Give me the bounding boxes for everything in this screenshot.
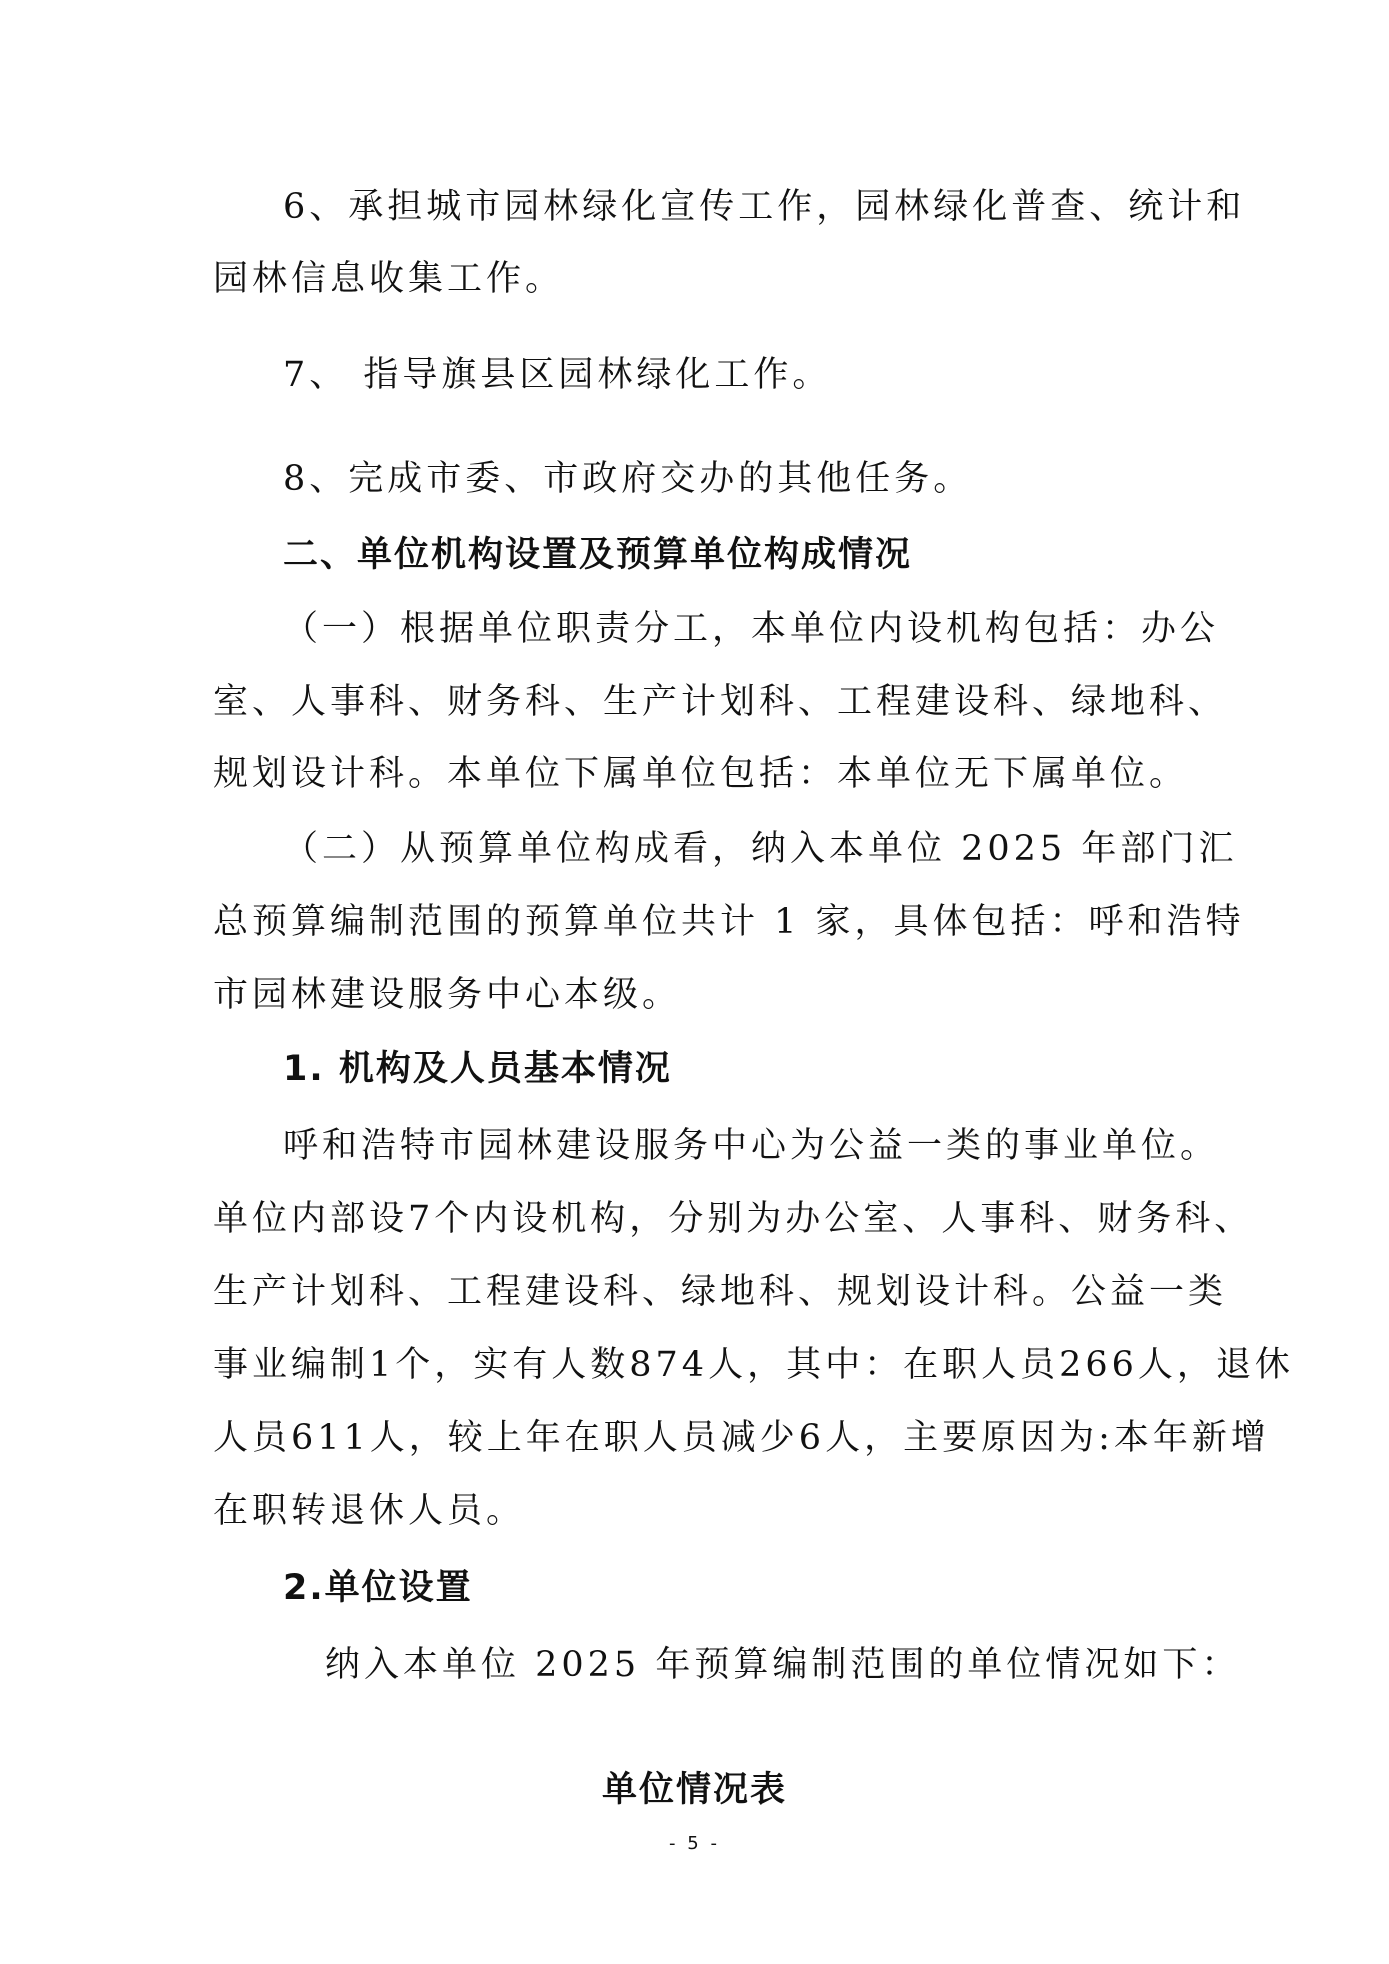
table-title: 单位情况表: [601, 1770, 787, 1810]
paragraph-line: 事业编制1个，实有人数874人，其中：在职人员266人，退休: [213, 1345, 1294, 1385]
paragraph-line: 室、人事科、财务科、生产计划科、工程建设科、绿地科、: [213, 682, 1228, 722]
paragraph-line: 人员611人，较上年在职人员减少6人，主要原因为:本年新增: [213, 1418, 1270, 1458]
paragraph-line: 生产计划科、工程建设科、绿地科、规划设计科。公益一类: [213, 1272, 1228, 1312]
paragraph-line: 6、承担城市园林绿化宣传工作，园林绿化普查、统计和: [283, 187, 1246, 227]
paragraph-line: 在职转退休人员。: [213, 1491, 526, 1531]
paragraph-line: 规划设计科。本单位下属单位包括：本单位无下属单位。: [213, 754, 1189, 794]
page-number: - 5 -: [669, 1833, 720, 1854]
section-heading: 二、单位机构设置及预算单位构成情况: [283, 535, 913, 575]
paragraph-line: 纳入本单位 2025 年预算编制范围的单位情况如下：: [325, 1645, 1241, 1685]
subsection-heading: 2.单位设置: [283, 1568, 473, 1608]
paragraph-line: 市园林建设服务中心本级。: [213, 975, 682, 1015]
paragraph-line: 8、完成市委、市政府交办的其他任务。: [283, 459, 973, 499]
paragraph-line: 园林信息收集工作。: [213, 259, 565, 299]
paragraph-line: 单位内部设7个内设机构，分别为办公室、人事科、财务科、: [213, 1199, 1254, 1239]
paragraph-line: 7、 指导旗县区园林绿化工作。: [283, 355, 832, 395]
paragraph-line: （二）从预算单位构成看，纳入本单位 2025 年部门汇: [283, 829, 1238, 869]
paragraph-line: （一）根据单位职责分工，本单位内设机构包括：办公: [283, 609, 1220, 649]
paragraph-line: 呼和浩特市园林建设服务中心为公益一类的事业单位。: [283, 1126, 1220, 1166]
paragraph-line: 总预算编制范围的预算单位共计 1 家，具体包括：呼和浩特: [213, 902, 1245, 942]
subsection-heading: 1. 机构及人员基本情况: [283, 1049, 672, 1089]
